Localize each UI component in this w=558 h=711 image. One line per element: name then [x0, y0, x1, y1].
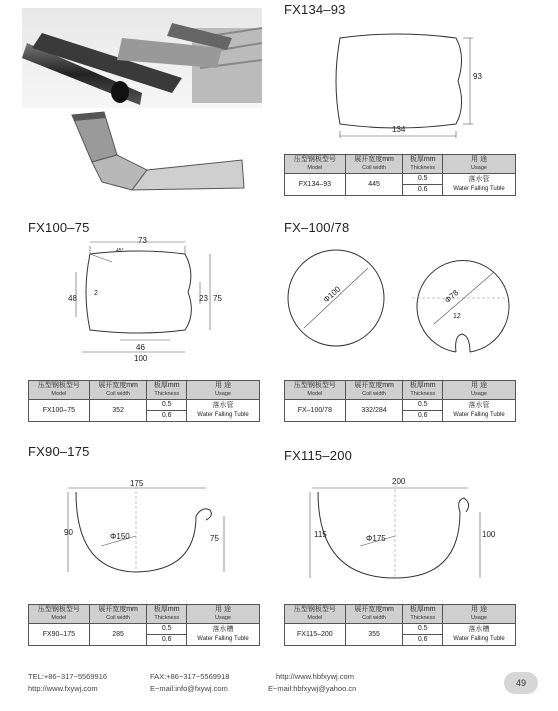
product-photo-elbow	[62, 110, 252, 205]
footer-email-2[interactable]: E−mail:hbfxywj@yahoo.cn	[268, 684, 357, 693]
dim-d1-fx100-78: Φ100	[321, 284, 343, 305]
section-title-fx90-175: FX90–175	[28, 444, 90, 459]
dim-radius-fx115-200: Φ175	[366, 534, 386, 543]
section-title-fx115-200: FX115–200	[284, 448, 353, 463]
dim-angle-fx100-75: 45°	[116, 248, 124, 254]
dim-top-fx100-75: 73	[138, 236, 147, 245]
dim-lip-fx90-175: 75	[210, 534, 219, 543]
dim-radius-fx90-175: Φ150	[110, 532, 130, 541]
profile-drawing-fx100-78	[284, 244, 524, 364]
spec-table-fx115-200: 压型钢板型号 Model 展开宽度mm Coil width 板厚mm Thickness 用 途 Usage FX115–200 355 0.5 落水槽 Water Falling Tuble 0.6	[284, 604, 516, 646]
dim-notch-fx100-78: 12	[453, 313, 461, 320]
spec-table-fx100-78: 压型钢板型号 Model 展开宽度mm Coil width 板厚mm Thickness 用 途 Usage FX–100/78 332/284 0.5 落水管 Water Falling Tuble 0.6	[284, 380, 516, 422]
section-title-fx100-78: FX–100/78	[284, 220, 350, 235]
dim-width-fx90-175: 175	[130, 479, 144, 488]
footer-email-1[interactable]: E−mail:info@fxywj.com	[150, 684, 228, 693]
spec-table-fx90-175: 压型钢板型号 Model 展开宽度mm Coil width 板厚mm Thickness 用 途 Usage FX90–175 285 0.5 落水槽 Water Falling Tuble 0.6	[28, 604, 260, 646]
dim-width-fx134: 134	[392, 125, 406, 134]
profile-drawing-fx90-175	[56, 476, 256, 581]
dim-d2-fx100-78: Φ78	[442, 288, 461, 305]
dim-side-fx100-75: 23	[199, 294, 208, 303]
footer-web-link-1[interactable]: http://www.hbfxywj.com	[276, 672, 354, 681]
footer-web-link-2[interactable]: http://www.fxywj.com	[28, 684, 98, 693]
profile-drawing-fx134	[328, 26, 488, 146]
dim-depth-fx115-200: 115	[314, 530, 327, 539]
section-title-fx100-75: FX100–75	[28, 220, 90, 235]
page-number-badge: 49	[504, 672, 538, 694]
section-title-fx134: FX134–93	[284, 2, 346, 17]
dim-right-fx100-75: 75	[213, 294, 222, 303]
profile-drawing-fx115-200	[300, 476, 500, 588]
dim-height-fx134: 93	[473, 72, 482, 81]
dim-inner-fx100-75: 46	[136, 343, 145, 352]
spec-table-fx100-75: 压型钢板型号 Model 展开宽度mm Coil width 板厚mm Thickness 用 途 Usage FX100–75 352 0.5 落水管 Water Falling Tuble 0.6	[28, 380, 260, 422]
spec-table-fx134: 压型钢板型号 Model 展开宽度mm Coil width 板厚mm Thickness 用 途 Usage FX134–93 445 0.5 落水管 Water Falling Tuble 0.6	[284, 154, 516, 196]
dim-bottom-fx100-75: 100	[134, 354, 148, 363]
footer-tel: TEL:+86−317−5569916	[28, 672, 108, 681]
dim-width-fx115-200: 200	[392, 477, 406, 486]
dim-left-fx100-75: 48	[68, 294, 77, 303]
dim-depth-fx90-175: 90	[64, 528, 73, 537]
dim-lip-fx115-200: 100	[482, 530, 496, 539]
product-photo-pipes	[22, 8, 262, 108]
footer-fax: FAX:+86−317−5569918	[150, 672, 230, 681]
dim-notch-fx100-75: 2	[94, 290, 98, 297]
